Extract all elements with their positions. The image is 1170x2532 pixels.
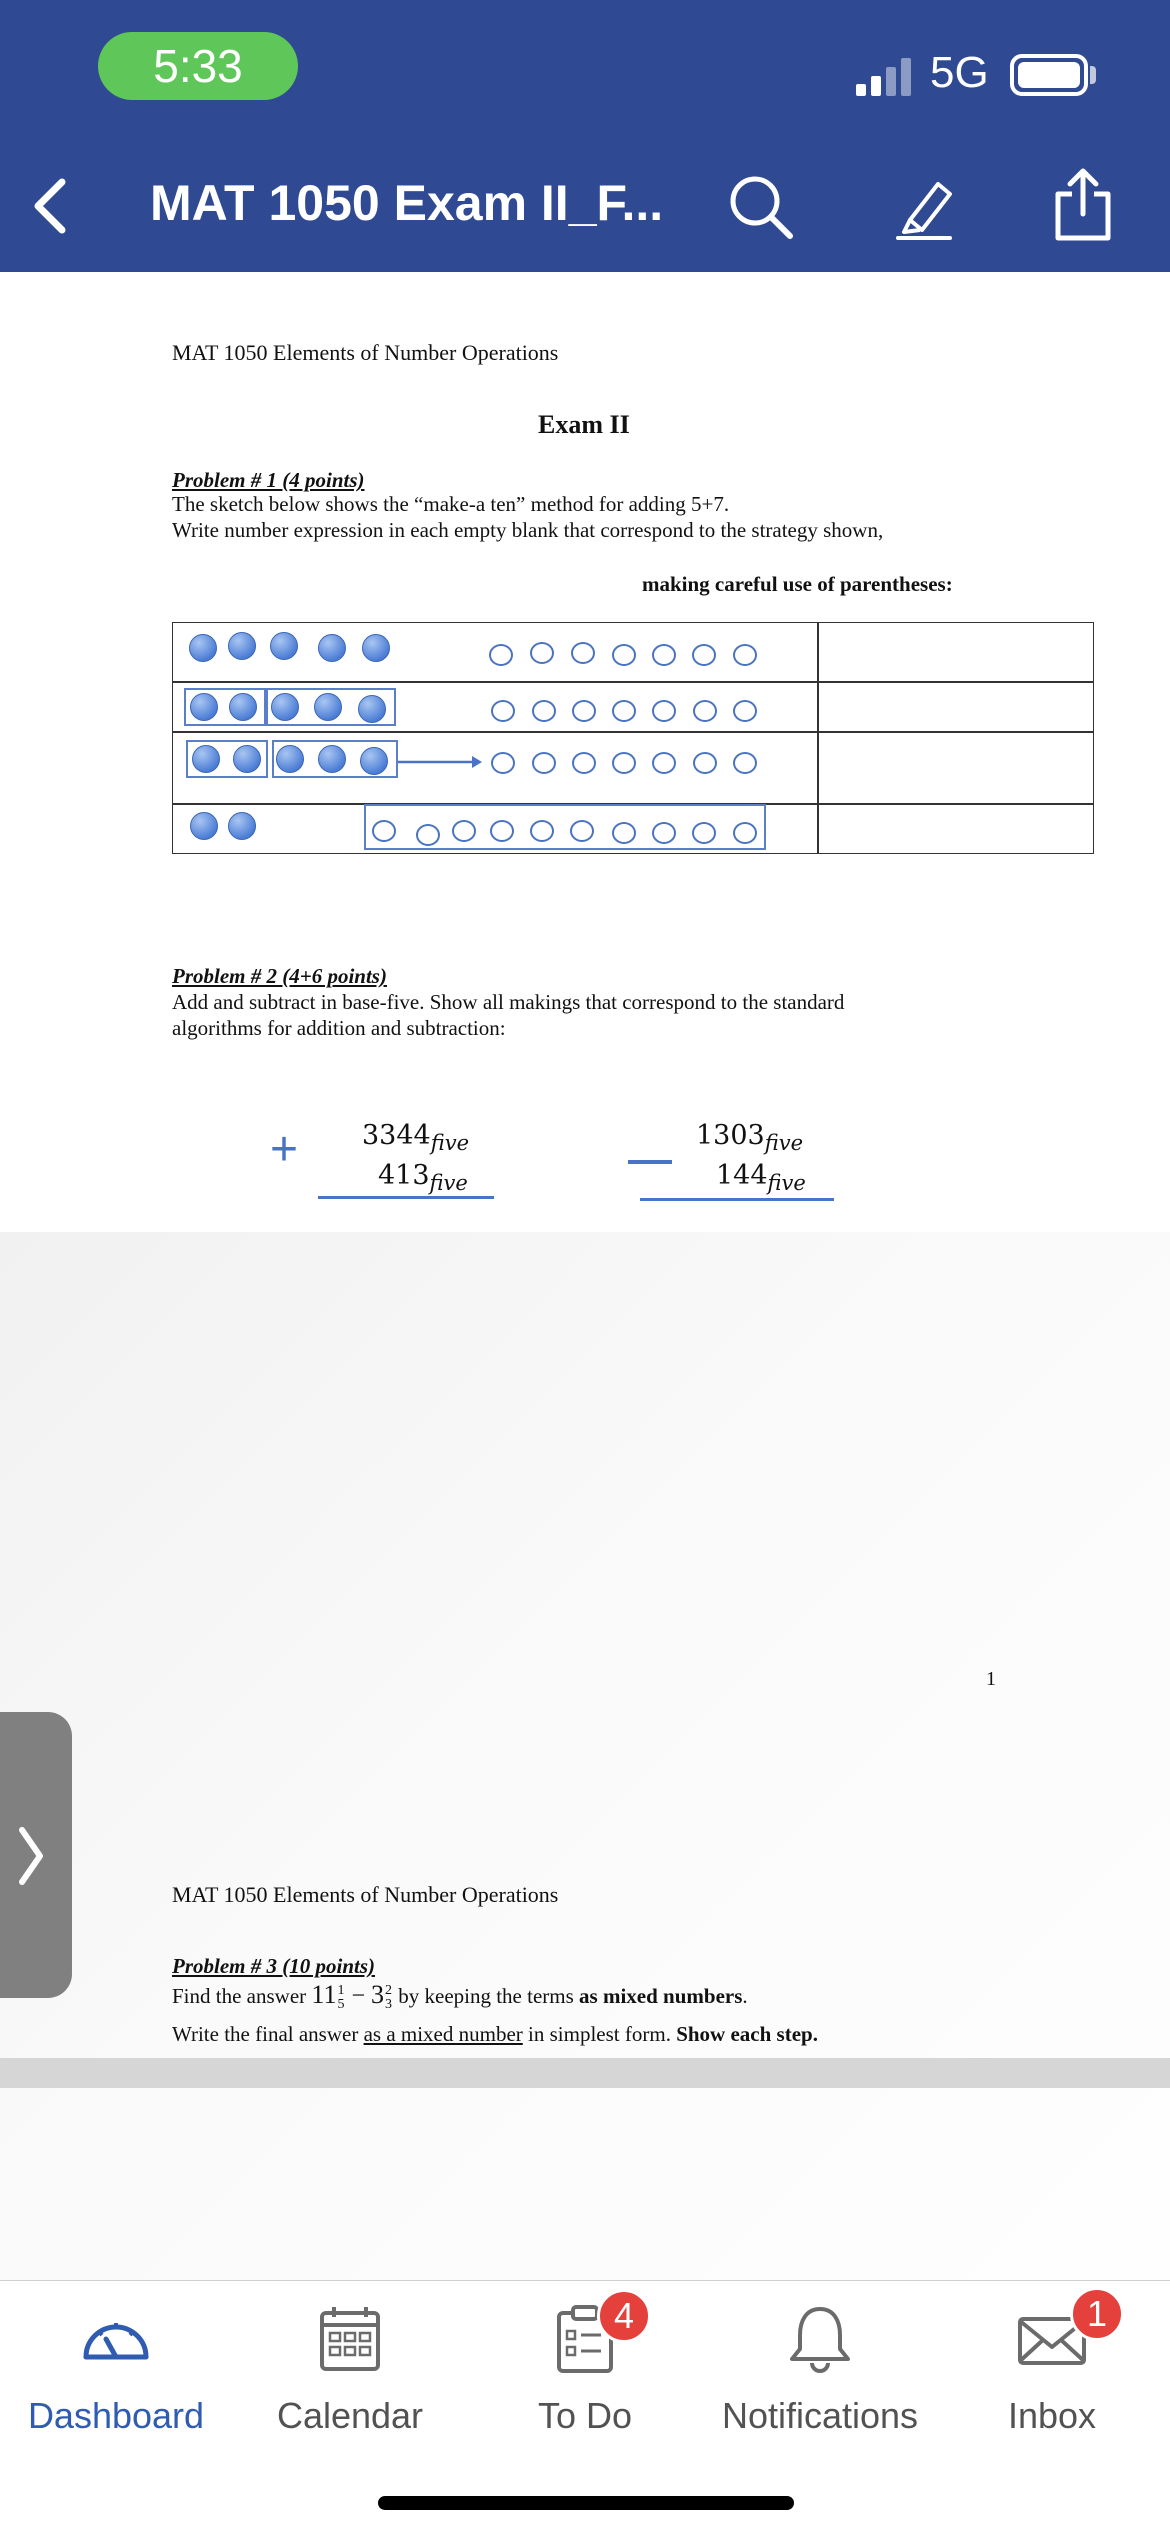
addition-underline — [318, 1196, 494, 1199]
filled-counter — [318, 745, 346, 773]
problem1-line3: making careful use of parentheses: — [642, 572, 953, 596]
signal-icon — [856, 58, 918, 96]
problem1-title: Problem # 1 (4 points) — [172, 468, 365, 492]
filled-counter — [360, 747, 388, 775]
filled-counter — [314, 693, 342, 721]
plus-sign: + — [270, 1123, 299, 1176]
empty-counter — [733, 644, 757, 666]
move-arrow-icon — [398, 752, 482, 772]
filled-counter — [362, 634, 390, 662]
empty-counter — [733, 752, 757, 774]
tab-label: Inbox — [1007, 2395, 1097, 2436]
empty-counter — [693, 700, 717, 722]
subtraction-underline — [640, 1198, 834, 1201]
fraction-one-fifth: 1 5 — [337, 1983, 345, 2013]
empty-counter — [733, 700, 757, 722]
empty-counter — [416, 824, 440, 846]
empty-counter — [571, 642, 595, 664]
addition-bottom-number: $413_{five}$ — [378, 1160, 468, 1195]
filled-counter — [228, 632, 256, 660]
empty-counter — [612, 822, 636, 844]
problem2-title: Problem # 2 (4+6 points) — [172, 964, 387, 988]
empty-counter — [572, 752, 596, 774]
tab-label: To Do — [537, 2395, 633, 2436]
calendar-icon — [312, 2301, 388, 2377]
tab-inbox[interactable] — [990, 2281, 1114, 2441]
filled-counter — [233, 745, 261, 773]
network-label: 5G — [930, 48, 989, 97]
empty-counter — [532, 752, 556, 774]
subtraction-top-number: $1303_{five}$ — [696, 1120, 804, 1155]
filled-counter — [358, 695, 386, 723]
document-title: MAT 1050 Exam II_F... — [150, 175, 664, 231]
problem2-line2: algorithms for addition and subtraction: — [172, 1016, 506, 1040]
tab-label: Dashboard — [27, 2395, 205, 2436]
chevron-right-icon — [14, 1824, 46, 1888]
problem2-line1: Add and subtract in base-five. Show all makings that correspond to the standard — [172, 990, 845, 1014]
tab-todo[interactable] — [500, 2281, 670, 2441]
page-number: 1 — [986, 1668, 996, 1690]
exam-title: Exam II — [538, 410, 630, 439]
empty-counter — [572, 700, 596, 722]
filled-counter — [189, 634, 217, 662]
empty-counter — [652, 752, 676, 774]
bottom-tab-bar — [0, 2280, 1170, 2532]
empty-counter — [652, 644, 676, 666]
empty-counter — [692, 644, 716, 666]
filled-counter — [190, 812, 218, 840]
filled-counter — [276, 745, 304, 773]
filled-counter — [228, 812, 256, 840]
empty-counter — [570, 820, 594, 842]
page-separator — [0, 2058, 1170, 2088]
minus-sign — [628, 1160, 672, 1164]
addition-top-number: $3344_{five}$ — [362, 1120, 470, 1155]
empty-counter — [489, 644, 513, 666]
filled-counter — [229, 693, 257, 721]
problem1-line2: Write number expression in each empty blank that correspond to the strategy shown, — [172, 518, 884, 542]
search-icon[interactable] — [726, 172, 796, 242]
empty-counter — [452, 820, 476, 842]
tab-label: Notifications — [721, 2395, 919, 2436]
empty-counter — [693, 752, 717, 774]
empty-counter — [733, 822, 757, 844]
tab-notifications[interactable] — [700, 2281, 940, 2441]
back-chevron-icon[interactable] — [20, 170, 84, 242]
problem1-line1: The sketch below shows the “make-a ten” method for adding 5+7. — [172, 492, 730, 516]
dashboard-icon — [78, 2301, 154, 2377]
bell-icon — [782, 2301, 858, 2377]
empty-counter — [490, 820, 514, 842]
filled-counter — [192, 745, 220, 773]
status-time: 5:33 — [98, 32, 298, 100]
empty-counter — [612, 700, 636, 722]
battery-tip — [1090, 66, 1096, 84]
course-title: MAT 1050 Elements of Number Operations — [172, 340, 559, 365]
battery-icon — [1010, 54, 1088, 96]
empty-counter — [491, 752, 515, 774]
empty-counter — [652, 700, 676, 722]
home-indicator[interactable] — [378, 2496, 794, 2510]
problem3-line2: Write the final answer as a mixed number in simplest form. Show each step. — [172, 2022, 818, 2046]
filled-counter — [270, 632, 298, 660]
empty-counter — [532, 700, 556, 722]
empty-counter — [652, 822, 676, 844]
tab-dashboard[interactable] — [16, 2281, 216, 2441]
empty-counter — [372, 820, 396, 842]
empty-counter — [612, 752, 636, 774]
empty-counter — [530, 820, 554, 842]
tab-calendar[interactable] — [260, 2281, 440, 2441]
problem3-line1: Find the answer 11 1 5 − 3 2 3 by keeping the terms as mixed numbers. — [172, 1980, 748, 2013]
filled-counter — [190, 693, 218, 721]
tab-label: Calendar — [276, 2395, 424, 2436]
course-title-page2: MAT 1050 Elements of Number Operations — [172, 1882, 559, 1907]
share-icon[interactable] — [1048, 166, 1118, 244]
side-panel-handle[interactable] — [0, 1712, 72, 1998]
empty-counter — [530, 642, 554, 664]
fraction-two-thirds: 2 3 — [385, 1983, 392, 2013]
empty-counter — [491, 700, 515, 722]
inbox-count-badge: 1 — [1070, 2287, 1124, 2341]
todo-count-badge: 4 — [597, 2289, 651, 2343]
empty-counter — [612, 644, 636, 666]
top-bar — [0, 0, 1170, 272]
annotate-pen-icon[interactable] — [890, 172, 960, 242]
filled-counter — [271, 693, 299, 721]
empty-counter — [692, 822, 716, 844]
subtraction-bottom-number: $144_{five}$ — [716, 1160, 806, 1195]
filled-counter — [318, 634, 346, 662]
problem3-title: Problem # 3 (10 points) — [172, 1954, 375, 1978]
